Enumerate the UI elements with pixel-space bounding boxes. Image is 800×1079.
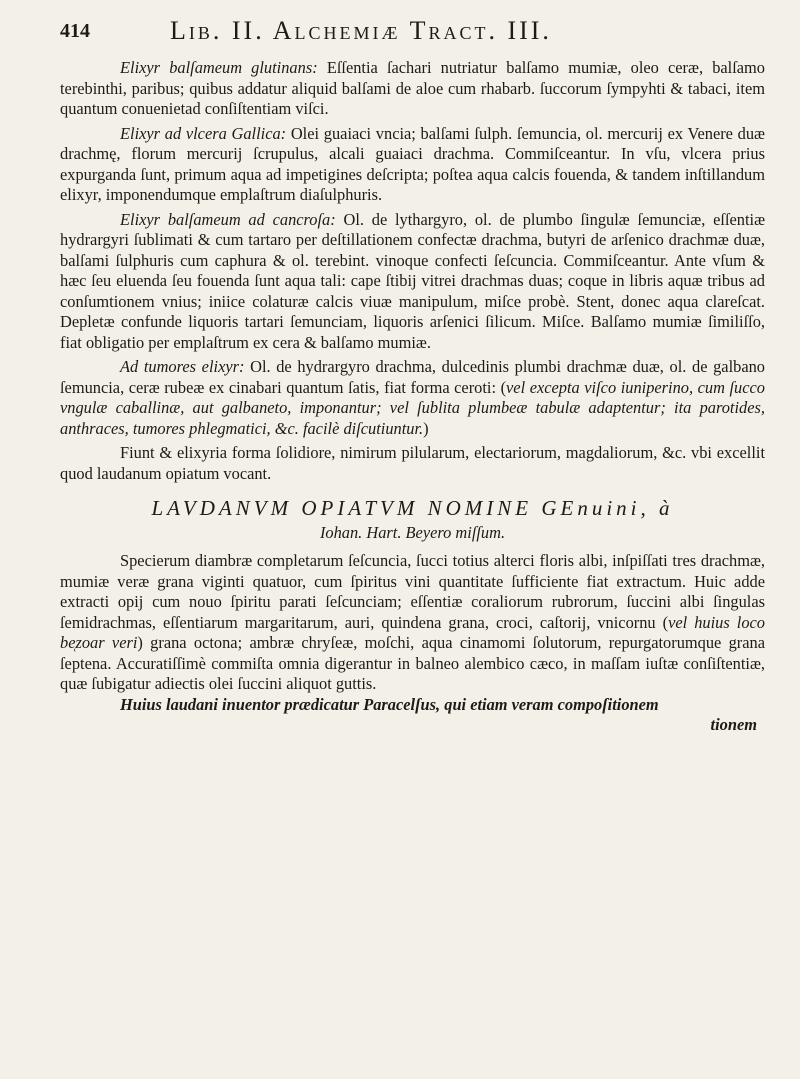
paragraph-note: vel excepta viſco iuniperino, cum ſucco vngulæ caballinæ, aut galbaneto, imponantur; vel ſublita plumbeæ tabulæ adaptentur; ita parotides, anthraces, tumores phlegmatici, &c. facilè diſcutiuntur. [60,377,765,438]
paragraph-text: Specierum diambræ completarum ſeſcuncia, ſucci totius alterci floris albi, inſpiſſati tres drachmæ, mumiæ veræ grana viginti quatuor, cum ſpiritus vini quantitate ſufficiente fiat extractum. Huic adde extracti opij cum nouo ſpiritu parati ſeſcunciam; eſſentiæ coraliorum rubrorum, ſuccini albi ſingulas ſemidrachmas, eſſentiarum margaritarum, auri, quindena grana, croci, caſtorij, vnicornu ( [60,551,765,632]
paragraph-elixyr-vlcera [60,124,765,206]
page-body [60,58,765,736]
paragraph-lead: Ad tumores elixyr: [120,357,245,376]
paragraph-lead: Elixyr ad vlcera Gallica: [120,123,287,143]
catchword: tionem [710,715,757,734]
paragraph-elixyr-cancrosa [60,210,765,354]
paragraph-text: Ol. de hydrargyro drachma, dulcedinis plumbi drachmæ duæ, ol. de galbano ſemuncia, ceræ rubeæ ex cinabari quantum ſatis, fiat forma ceroti: ( [60,357,765,397]
paragraph-text: Fiunt & elixyria forma ſolidiore, nimirum pilularum, electariorum, magdaliorum, &c. vbi excellit quod laudanum opiatum vocant. [60,443,765,483]
page-number: 414 [60,20,90,42]
paragraph-laudanum [60,551,765,695]
paragraph-text: Olei guaiaci vncia; balſami ſulph. ſemuncia, ol. mercurij ex Venere duæ drachmę, florum mercurij ſcrupulus, alcali guaiaci drachma. Commiſceantur. In vſu, vlcera prius expurganda ſunt, primum aqua ad impetigines deſcripta; poſtea aqua calcis fouenda, & tandem inſtillandum elixyr, imponendumque emplaſtrum diaſulphuris. [60,123,765,204]
running-title: Lib. II. Alchemiæ Tract. III. [170,16,552,45]
paragraph-elixyr-tumores [60,357,765,439]
paragraph-tail: ) grana octona; ambræ chryſeæ, moſchi, aqua cinamomi ſolutorum, repurgatorumque grana ſeptena. Accuratiſſimè commiſta omnia digerantur in balneo alembico cæco, in maſſam iuſtæ conſiſtentiæ, quæ ſubigatur adiectis olei ſuccini aliquot guttis. [60,633,766,693]
paragraph-lead: Elixyr balſameum glutinans: [120,58,318,77]
section-subheading: Iohan. Hart. Beyero miſſum. [319,522,506,542]
closing-line: Huius laudani inuentor prædicatur Paracelſus, qui etiam veram compoſitionem [120,694,659,714]
paragraph-note: vel huius loco be̜zoar veri [60,612,765,652]
paragraph-tail: ) [423,418,429,438]
paragraph-lead: Elixyr balſameum ad cancroſa: [120,209,336,229]
paragraph-elixyr-glutinans [60,58,765,120]
running-header [60,14,760,54]
paragraph-text: Eſſentia ſachari nutriatur balſamo mumiæ, oleo ceræ, balſamo terebinthi, paribus; quibus addatur aliquid balſami de aloe cum rhabarb. ſuccorum ſympyhti & tabaci, item quantum conuenietad conſiſtentiam viſci. [60,58,765,118]
section-heading: LAVDANVM OPIATVM NOMINE GEnuini, à [151,496,674,520]
paragraph-text: Ol. de lythargyro, ol. de plumbo ſingulæ ſemunciæ, eſſentiæ hydrargyri ſublimati & cum tartaro per deſtillationem confectæ drachma, butyri de arſenico drachmæ duæ, balſami ſulphuris cum caphura & ol. terebint. vinoque confecti ſeſcuncia. Commiſceantur. Ante vſum & hæc ſeu eluenda ſeu fouenda ſunt aqua tali: cape ſtibij vitrei drachmas duas; coque in libris aquæ tribus ad conſumtionem vnius; iniice colaturæ calcis viuæ manipulum, miſce probè. Stent, donec aqua clareſcat. Depletæ confunde liquoris tartari ſemunciam, liquoris arſenici ſilicum. Miſce. Balſamo mumiæ ſimiliſſo, fiat obligatio per emplaſtrum ex cera & balſamo mumiæ. [60,209,766,352]
paragraph-elixyria-solidiora [60,443,765,484]
